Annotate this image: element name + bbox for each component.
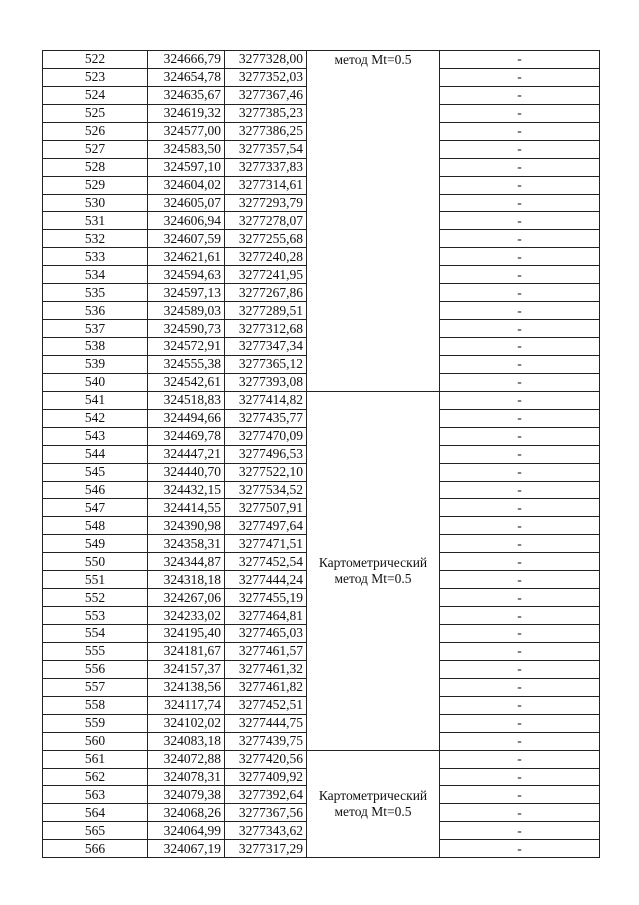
- point-number-cell: 558: [43, 696, 148, 714]
- y-coordinate-cell: 3277255,68: [225, 230, 307, 248]
- note-cell: -: [440, 678, 600, 696]
- x-coordinate-cell: 324079,38: [148, 786, 225, 804]
- x-coordinate-cell: 324518,83: [148, 391, 225, 409]
- note-cell: -: [440, 68, 600, 86]
- y-coordinate-cell: 3277367,46: [225, 86, 307, 104]
- point-number-cell: 552: [43, 589, 148, 607]
- point-number-cell: 542: [43, 409, 148, 427]
- note-cell: -: [440, 535, 600, 553]
- y-coordinate-cell: 3277357,54: [225, 140, 307, 158]
- x-coordinate-cell: 324318,18: [148, 571, 225, 589]
- x-coordinate-cell: 324666,79: [148, 51, 225, 69]
- point-number-cell: 546: [43, 481, 148, 499]
- note-cell: -: [440, 194, 600, 212]
- y-coordinate-cell: 3277414,82: [225, 391, 307, 409]
- note-cell: -: [440, 212, 600, 230]
- y-coordinate-cell: 3277240,28: [225, 248, 307, 266]
- point-number-cell: 528: [43, 158, 148, 176]
- y-coordinate-cell: 3277278,07: [225, 212, 307, 230]
- point-number-cell: 535: [43, 284, 148, 302]
- note-cell: -: [440, 320, 600, 338]
- point-number-cell: 564: [43, 804, 148, 822]
- note-cell: -: [440, 553, 600, 571]
- y-coordinate-cell: 3277312,68: [225, 320, 307, 338]
- note-cell: -: [440, 571, 600, 589]
- note-cell: -: [440, 176, 600, 194]
- y-coordinate-cell: 3277534,52: [225, 481, 307, 499]
- note-cell: -: [440, 607, 600, 625]
- y-coordinate-cell: 3277393,08: [225, 373, 307, 391]
- x-coordinate-cell: 324447,21: [148, 445, 225, 463]
- note-cell: -: [440, 822, 600, 840]
- note-cell: -: [440, 355, 600, 373]
- x-coordinate-cell: 324267,06: [148, 589, 225, 607]
- x-coordinate-cell: 324606,94: [148, 212, 225, 230]
- point-number-cell: 548: [43, 517, 148, 535]
- note-cell: -: [440, 391, 600, 409]
- y-coordinate-cell: 3277522,10: [225, 463, 307, 481]
- point-number-cell: 527: [43, 140, 148, 158]
- point-number-cell: 556: [43, 660, 148, 678]
- y-coordinate-cell: 3277385,23: [225, 104, 307, 122]
- x-coordinate-cell: 324181,67: [148, 642, 225, 660]
- point-number-cell: 525: [43, 104, 148, 122]
- y-coordinate-cell: 3277347,34: [225, 338, 307, 356]
- x-coordinate-cell: 324621,61: [148, 248, 225, 266]
- method-cell: метод Mt=0.5: [307, 51, 440, 392]
- table-row: [43, 750, 600, 768]
- y-coordinate-cell: 3277241,95: [225, 266, 307, 284]
- y-coordinate-cell: 3277461,57: [225, 642, 307, 660]
- note-cell: -: [440, 840, 600, 858]
- point-number-cell: 562: [43, 768, 148, 786]
- note-cell: -: [440, 481, 600, 499]
- point-number-cell: 538: [43, 338, 148, 356]
- x-coordinate-cell: 324594,63: [148, 266, 225, 284]
- point-number-cell: 531: [43, 212, 148, 230]
- x-coordinate-cell: 324064,99: [148, 822, 225, 840]
- y-coordinate-cell: 3277464,81: [225, 607, 307, 625]
- note-cell: -: [440, 86, 600, 104]
- y-coordinate-cell: 3277507,91: [225, 499, 307, 517]
- x-coordinate-cell: 324195,40: [148, 625, 225, 643]
- y-coordinate-cell: 3277317,29: [225, 840, 307, 858]
- x-coordinate-cell: 324068,26: [148, 804, 225, 822]
- note-cell: -: [440, 445, 600, 463]
- point-number-cell: 550: [43, 553, 148, 571]
- point-number-cell: 561: [43, 750, 148, 768]
- x-coordinate-cell: 324654,78: [148, 68, 225, 86]
- note-cell: -: [440, 499, 600, 517]
- x-coordinate-cell: 324067,19: [148, 840, 225, 858]
- y-coordinate-cell: 3277452,54: [225, 553, 307, 571]
- note-cell: -: [440, 427, 600, 445]
- note-cell: -: [440, 140, 600, 158]
- point-number-cell: 541: [43, 391, 148, 409]
- y-coordinate-cell: 3277267,86: [225, 284, 307, 302]
- x-coordinate-cell: 324635,67: [148, 86, 225, 104]
- x-coordinate-cell: 324233,02: [148, 607, 225, 625]
- x-coordinate-cell: 324083,18: [148, 732, 225, 750]
- x-coordinate-cell: 324414,55: [148, 499, 225, 517]
- x-coordinate-cell: 324117,74: [148, 696, 225, 714]
- point-number-cell: 560: [43, 732, 148, 750]
- x-coordinate-cell: 324555,38: [148, 355, 225, 373]
- y-coordinate-cell: 3277367,56: [225, 804, 307, 822]
- x-coordinate-cell: 324590,73: [148, 320, 225, 338]
- note-cell: -: [440, 696, 600, 714]
- y-coordinate-cell: 3277444,24: [225, 571, 307, 589]
- y-coordinate-cell: 3277444,75: [225, 714, 307, 732]
- y-coordinate-cell: 3277409,92: [225, 768, 307, 786]
- point-number-cell: 551: [43, 571, 148, 589]
- point-number-cell: 524: [43, 86, 148, 104]
- point-number-cell: 559: [43, 714, 148, 732]
- x-coordinate-cell: 324344,87: [148, 553, 225, 571]
- y-coordinate-cell: 3277343,62: [225, 822, 307, 840]
- y-coordinate-cell: 3277352,03: [225, 68, 307, 86]
- method-cell: Картометрический метод Mt=0.5: [307, 391, 440, 750]
- y-coordinate-cell: 3277461,32: [225, 660, 307, 678]
- y-coordinate-cell: 3277496,53: [225, 445, 307, 463]
- point-number-cell: 563: [43, 786, 148, 804]
- point-number-cell: 545: [43, 463, 148, 481]
- x-coordinate-cell: 324102,02: [148, 714, 225, 732]
- y-coordinate-cell: 3277337,83: [225, 158, 307, 176]
- y-coordinate-cell: 3277392,64: [225, 786, 307, 804]
- x-coordinate-cell: 324390,98: [148, 517, 225, 535]
- point-number-cell: 534: [43, 266, 148, 284]
- x-coordinate-cell: 324572,91: [148, 338, 225, 356]
- x-coordinate-cell: 324432,15: [148, 481, 225, 499]
- note-cell: -: [440, 768, 600, 786]
- note-cell: -: [440, 517, 600, 535]
- point-number-cell: 533: [43, 248, 148, 266]
- note-cell: -: [440, 589, 600, 607]
- point-number-cell: 530: [43, 194, 148, 212]
- note-cell: -: [440, 642, 600, 660]
- y-coordinate-cell: 3277365,12: [225, 355, 307, 373]
- point-number-cell: 539: [43, 355, 148, 373]
- x-coordinate-cell: 324619,32: [148, 104, 225, 122]
- note-cell: -: [440, 786, 600, 804]
- point-number-cell: 536: [43, 302, 148, 320]
- y-coordinate-cell: 3277293,79: [225, 194, 307, 212]
- note-cell: -: [440, 104, 600, 122]
- x-coordinate-cell: 324607,59: [148, 230, 225, 248]
- note-cell: -: [440, 625, 600, 643]
- point-number-cell: 566: [43, 840, 148, 858]
- note-cell: -: [440, 248, 600, 266]
- note-cell: -: [440, 338, 600, 356]
- note-cell: -: [440, 158, 600, 176]
- note-cell: -: [440, 51, 600, 69]
- note-cell: -: [440, 804, 600, 822]
- point-number-cell: 549: [43, 535, 148, 553]
- x-coordinate-cell: 324604,02: [148, 176, 225, 194]
- table-row: [43, 391, 600, 409]
- note-cell: -: [440, 409, 600, 427]
- note-cell: -: [440, 266, 600, 284]
- note-cell: -: [440, 732, 600, 750]
- y-coordinate-cell: 3277465,03: [225, 625, 307, 643]
- note-cell: -: [440, 284, 600, 302]
- coordinates-table: [42, 50, 600, 858]
- x-coordinate-cell: 324583,50: [148, 140, 225, 158]
- y-coordinate-cell: 3277497,64: [225, 517, 307, 535]
- y-coordinate-cell: 3277386,25: [225, 122, 307, 140]
- x-coordinate-cell: 324605,07: [148, 194, 225, 212]
- point-number-cell: 532: [43, 230, 148, 248]
- method-cell: Картометрический метод Mt=0.5: [307, 750, 440, 858]
- y-coordinate-cell: 3277452,51: [225, 696, 307, 714]
- y-coordinate-cell: 3277435,77: [225, 409, 307, 427]
- point-number-cell: 544: [43, 445, 148, 463]
- y-coordinate-cell: 3277420,56: [225, 750, 307, 768]
- x-coordinate-cell: 324597,13: [148, 284, 225, 302]
- note-cell: -: [440, 122, 600, 140]
- point-number-cell: 553: [43, 607, 148, 625]
- x-coordinate-cell: 324358,31: [148, 535, 225, 553]
- point-number-cell: 537: [43, 320, 148, 338]
- x-coordinate-cell: 324542,61: [148, 373, 225, 391]
- point-number-cell: 526: [43, 122, 148, 140]
- point-number-cell: 565: [43, 822, 148, 840]
- x-coordinate-cell: 324157,37: [148, 660, 225, 678]
- table-row: [43, 51, 600, 69]
- y-coordinate-cell: 3277461,82: [225, 678, 307, 696]
- x-coordinate-cell: 324597,10: [148, 158, 225, 176]
- x-coordinate-cell: 324494,66: [148, 409, 225, 427]
- point-number-cell: 554: [43, 625, 148, 643]
- coordinates-table-body: [43, 51, 600, 858]
- point-number-cell: 523: [43, 68, 148, 86]
- y-coordinate-cell: 3277439,75: [225, 732, 307, 750]
- point-number-cell: 547: [43, 499, 148, 517]
- note-cell: -: [440, 302, 600, 320]
- x-coordinate-cell: 324469,78: [148, 427, 225, 445]
- y-coordinate-cell: 3277328,00: [225, 51, 307, 69]
- y-coordinate-cell: 3277471,51: [225, 535, 307, 553]
- x-coordinate-cell: 324440,70: [148, 463, 225, 481]
- point-number-cell: 555: [43, 642, 148, 660]
- note-cell: -: [440, 660, 600, 678]
- y-coordinate-cell: 3277470,09: [225, 427, 307, 445]
- x-coordinate-cell: 324577,00: [148, 122, 225, 140]
- note-cell: -: [440, 750, 600, 768]
- point-number-cell: 522: [43, 51, 148, 69]
- point-number-cell: 557: [43, 678, 148, 696]
- note-cell: -: [440, 463, 600, 481]
- note-cell: -: [440, 230, 600, 248]
- note-cell: -: [440, 373, 600, 391]
- point-number-cell: 543: [43, 427, 148, 445]
- y-coordinate-cell: 3277455,19: [225, 589, 307, 607]
- y-coordinate-cell: 3277289,51: [225, 302, 307, 320]
- x-coordinate-cell: 324078,31: [148, 768, 225, 786]
- note-cell: -: [440, 714, 600, 732]
- x-coordinate-cell: 324589,03: [148, 302, 225, 320]
- y-coordinate-cell: 3277314,61: [225, 176, 307, 194]
- x-coordinate-cell: 324072,88: [148, 750, 225, 768]
- point-number-cell: 529: [43, 176, 148, 194]
- point-number-cell: 540: [43, 373, 148, 391]
- x-coordinate-cell: 324138,56: [148, 678, 225, 696]
